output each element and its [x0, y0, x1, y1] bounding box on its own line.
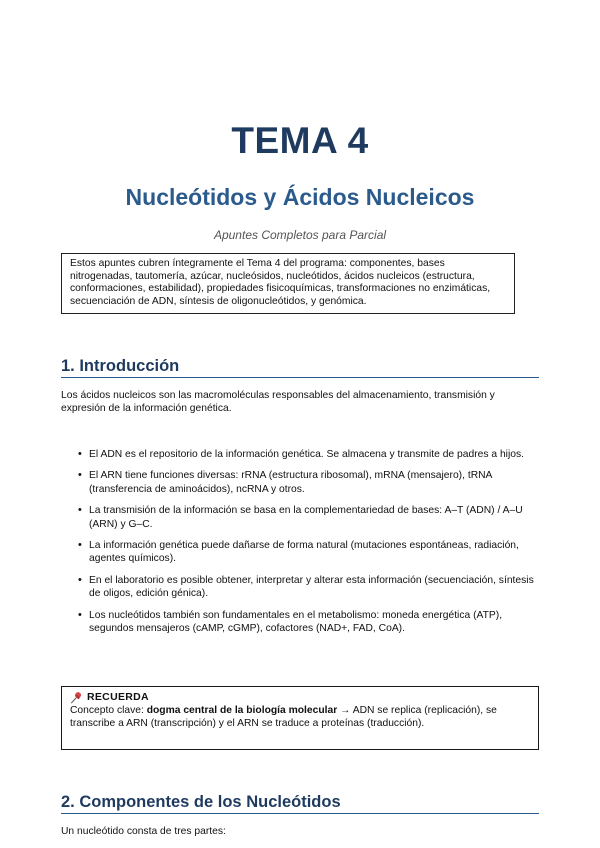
page-title: TEMA 4: [231, 120, 369, 161]
callout-prefix: Concepto clave:: [70, 705, 147, 716]
bullet-dot: •: [78, 608, 82, 621]
bullet-dot: •: [78, 539, 82, 552]
section-intro-paragraph: Los ácidos nucleicos son las macromoléculas responsables del almacenamiento, transmisión y expresión de la información genética.: [61, 390, 495, 414]
list-item: [78, 539, 538, 566]
callout-bold-term: dogma central de la biología molecular: [146, 705, 338, 716]
list-item-text: Los nucleótidos también son fundamentales en el metabolismo: moneda energética (ATP), segundos mensajeros (cAMP, cGMP), cofactores (NAD+, FAD, CoA).: [89, 609, 503, 635]
page-tagline: Apuntes Completos para Parcial: [213, 228, 387, 242]
abstract-box: Estos apuntes cubren íntegramente el Tema 4 del programa: componentes, bases nitrogenadas, tautomería, azúcar, nucleósidos, nucleótidos, ácidos nucleicos (estructura, conformaciones, estabilidad), propiedades fisicoquímicas, transformaciones no enzimáticas, secuenciación de ADN, síntesis de oligonucleótidos, y genómica.: [61, 253, 515, 314]
callout-body: [70, 705, 530, 731]
callout-header: [70, 691, 530, 704]
list-item: [78, 504, 538, 531]
list-item-text: El ADN es el repositorio de la información genética. Se almacena y transmite de padres a hijos.: [89, 449, 524, 460]
section-heading-introduccion: 1. Introducción: [61, 357, 539, 378]
list-item: [78, 574, 538, 601]
list-item: [78, 609, 538, 636]
list-item-text: La transmisión de la información se basa en la complementariedad de bases: A–T (ADN) / A–U (ARN) y G–C.: [89, 505, 523, 530]
bullet-dot: •: [78, 573, 82, 586]
bullet-dot: •: [78, 469, 82, 482]
list-item-text: El ARN tiene funciones diversas: rRNA (estructura ribosomal), mRNA (mensajero), tRNA (transferencia de aminoácidos), ncRNA y otros.: [89, 470, 492, 495]
bullet-list: [78, 448, 538, 643]
list-item-text: En el laboratorio es posible obtener, interpretar y alterar esta información (secuenciación, síntesis de oligos, edición génica).: [89, 574, 534, 600]
pushpin-icon: [70, 691, 83, 704]
callout-title: RECUERDA: [87, 691, 149, 704]
list-item-text: La información genética puede dañarse de forma natural (mutaciones espontáneas, radiación, agentes químicos).: [89, 540, 519, 565]
page-subtitle: Nucleótidos y Ácidos Nucleicos: [125, 184, 475, 210]
list-item: [78, 469, 538, 496]
list-item: [78, 448, 538, 461]
callout-rest: → ADN se replica (replicación), se transcribe a ARN (transcripción) y el ARN se traduce a proteínas (traducción).: [70, 705, 497, 729]
bullet-dot: •: [78, 448, 82, 460]
remember-callout: [61, 686, 539, 750]
bullet-dot: •: [78, 504, 82, 517]
section2-intro-paragraph: Un nucleótido consta de tres partes:: [61, 826, 226, 837]
section-heading-componentes: 2. Componentes de los Nucleótidos: [61, 793, 539, 814]
